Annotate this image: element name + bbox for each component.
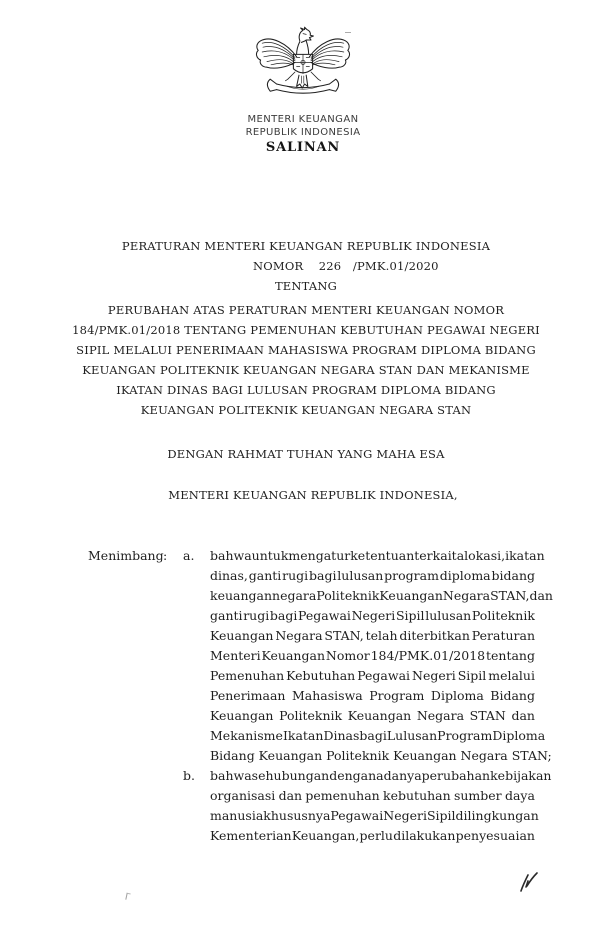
regulation-subject [0,300,612,420]
item-marker: a. [183,548,195,563]
text-line: manusia khususnya Pegawai Negeri Sipil di lingkungan [210,808,539,823]
text-line: keuangan negara Politeknik Keuangan Negara STAN, dan [210,588,553,603]
text-line: bahwa untuk mengatur ketentuan terkait alokasi, ikatan [210,548,545,563]
text-line: KEUANGAN POLITEKNIK KEUANGAN NEGARA STAN DAN MEKANISME [82,363,530,377]
handwritten-initials-mark [518,872,544,894]
menimbang-item-a [183,546,553,766]
text-line: Pemenuhan Kebutuhan Pegawai Negeri Sipil melalui [210,668,535,683]
item-text [210,766,552,846]
text-line: ganti rugi bagi Pegawai Negeri Sipil lulusan Politeknik [210,608,535,623]
text-line: SIPIL MELALUI PENERIMAAN MAHASISWA PROGRAM DIPLOMA BIDANG [76,343,536,357]
menimbang-section [88,546,553,846]
text-line: Kementerian Keuangan, perlu dilakukan penyesuaian [210,828,535,843]
ministry-line2: REPUBLIK INDONESIA [245,127,361,138]
ministry-name [0,113,606,139]
invocation-line: DENGAN RAHMAT TUHAN YANG MAHA ESA [167,447,445,461]
regulation-number: NOMOR 226 /PMK.01/2020 [253,259,439,273]
item-text [210,546,553,766]
tentang-label: TENTANG [274,279,338,293]
menimbang-separator: : [163,548,168,563]
copy-label: SALINAN [265,140,341,155]
text-line: PERUBAHAN ATAS PERATURAN MENTERI KEUANGAN NOMOR [107,303,505,317]
scan-speck [125,893,130,901]
scan-dash [345,32,351,33]
text-line: Bidang Keuangan Politeknik Keuangan Negara STAN; [210,748,552,763]
menimbang-item-b [183,766,552,846]
ministry-line1: MENTERI KEUANGAN [247,114,359,125]
menimbang-label: Menimbang [88,548,164,563]
text-line: KEUANGAN POLITEKNIK KEUANGAN NEGARA STAN [140,403,472,417]
text-line: bahwa sehubungan dengan adanya perubahan kebijakan [210,768,552,783]
menimbang-items [183,546,553,846]
item-marker: b. [183,768,195,783]
text-line: 184/PMK.01/2018 TENTANG PEMENUHAN KEBUTUHAN PEGAWAI NEGERI [72,323,540,337]
text-line: IKATAN DINAS BAGI LULUSAN PROGRAM DIPLOMA BIDANG [116,383,496,397]
text-line: Mekanisme Ikatan Dinas bagi Lulusan Program Diploma [210,728,546,743]
text-line: Keuangan Negara STAN, telah diterbitkan Peraturan [210,628,535,643]
authority-line: MENTERI KEUANGAN REPUBLIK INDONESIA, [168,488,458,502]
text-line: Keuangan Politeknik Keuangan Negara STAN dan [210,708,535,723]
text-line: dinas, ganti rugi bagi lulusan program diploma bidang [210,568,535,583]
regulation-title: PERATURAN MENTERI KEUANGAN REPUBLIK INDONESIA [121,239,491,253]
text-line: organisasi dan pemenuhan kebutuhan sumber daya [210,788,535,803]
garuda-pancasila-emblem [255,26,351,102]
text-line: Penerimaan Mahasiswa Program Diploma Bidang [210,688,535,703]
text-line: Menteri Keuangan Nomor 184/PMK.01/2018 tentang [210,648,535,663]
